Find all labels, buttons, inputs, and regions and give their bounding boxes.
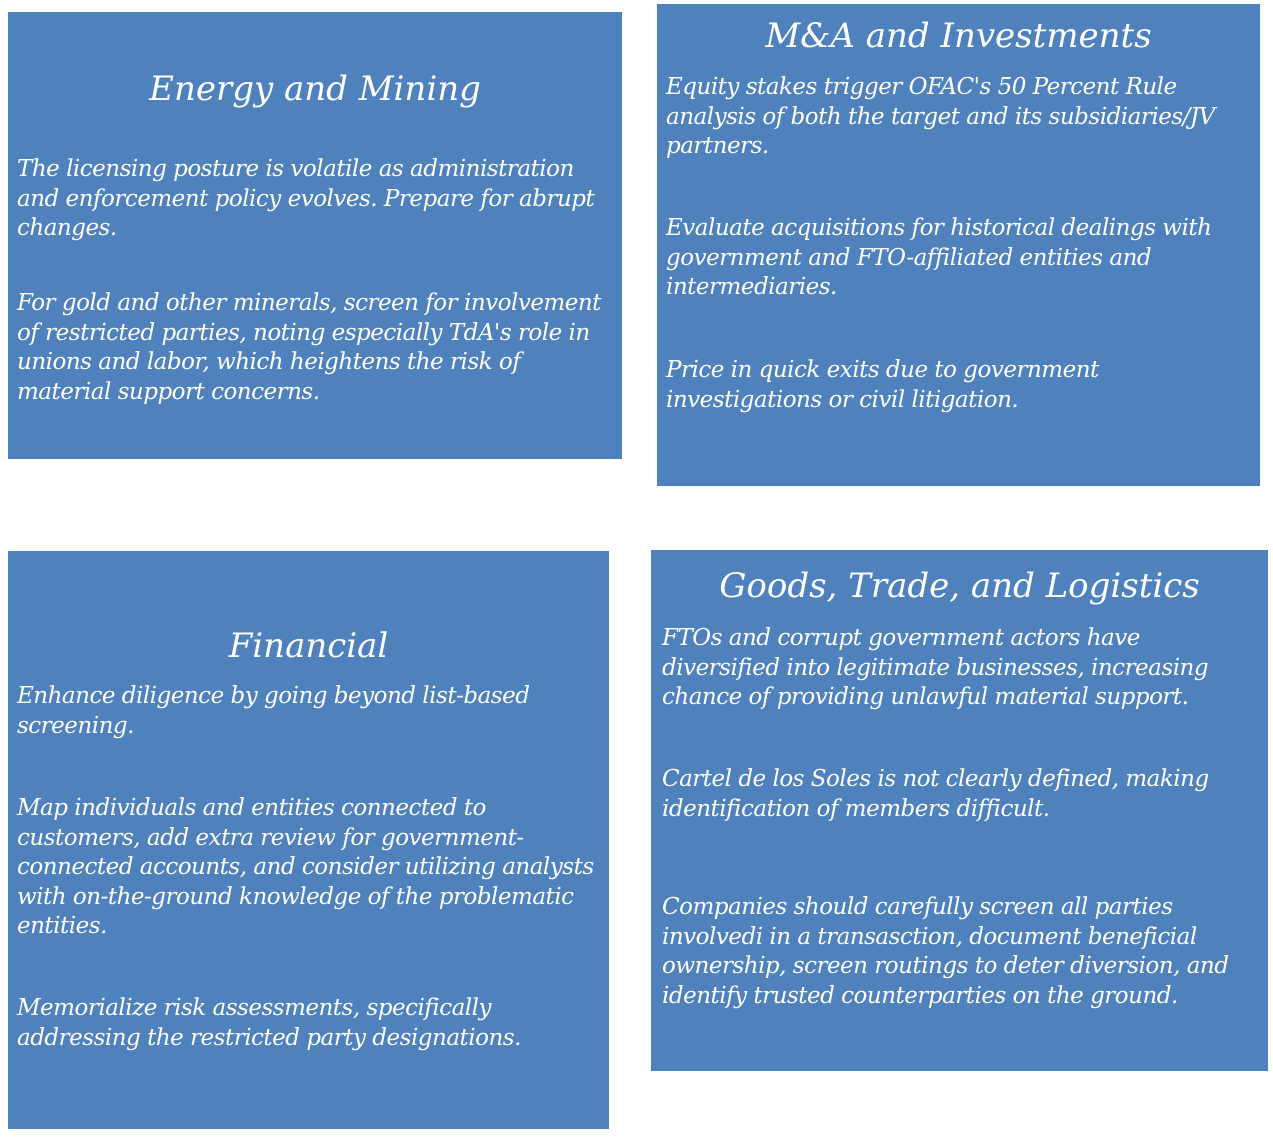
card-title: Energy and Mining [149,69,481,109]
card-energy-and-mining [8,12,622,459]
card-paragraph: FTOs and corrupt government actors have diversified into legitimate businesses, increasing chance of providing unlawful material support. [662,625,1209,710]
card-paragraph: Map individuals and entities connected to customers, add extra review for government-connected accounts, and consider utilizing analysts with on-the-ground knowledge of the problematic entities. [17,795,594,939]
card-paragraph: Enhance diligence by going beyond list-based screening. [17,683,530,739]
card-paragraph: Equity stakes trigger OFAC's 50 Percent Rule analysis of both the target and its subsidiaries/JV partners. [666,74,1215,159]
card-paragraph: The licensing posture is volatile as administration and enforcement policy evolves. Prepare for abrupt changes. [17,156,595,241]
card-goods-trade-and-logistics [651,550,1268,1071]
card-paragraph: Memorialize risk assessments, specifically addressing the restricted party designations. [17,995,521,1051]
card-paragraph: For gold and other minerals, screen for involvement of restricted parties, noting especially TdA's role in unions and labor, which heightens the risk of material support concerns. [17,290,601,405]
card-financial [8,551,609,1129]
card-ma-and-investments [657,4,1260,486]
card-title: Goods, Trade, and Logistics [719,566,1200,606]
card-paragraph: Evaluate acquisitions for historical dealings with government and FTO-affiliated entities and intermediaries. [666,215,1212,300]
card-title: Financial [228,626,389,666]
card-title: M&A and Investments [765,16,1152,56]
card-paragraph: Price in quick exits due to government investigations or civil litigation. [666,357,1099,413]
card-paragraph: Companies should carefully screen all parties involvedi in a transasction, document beneficial ownership, screen routings to deter diversion, and identify trusted counterparties on the ground. [662,894,1229,1009]
card-paragraph: Cartel de los Soles is not clearly defined, making identification of members difficult. [662,766,1209,822]
